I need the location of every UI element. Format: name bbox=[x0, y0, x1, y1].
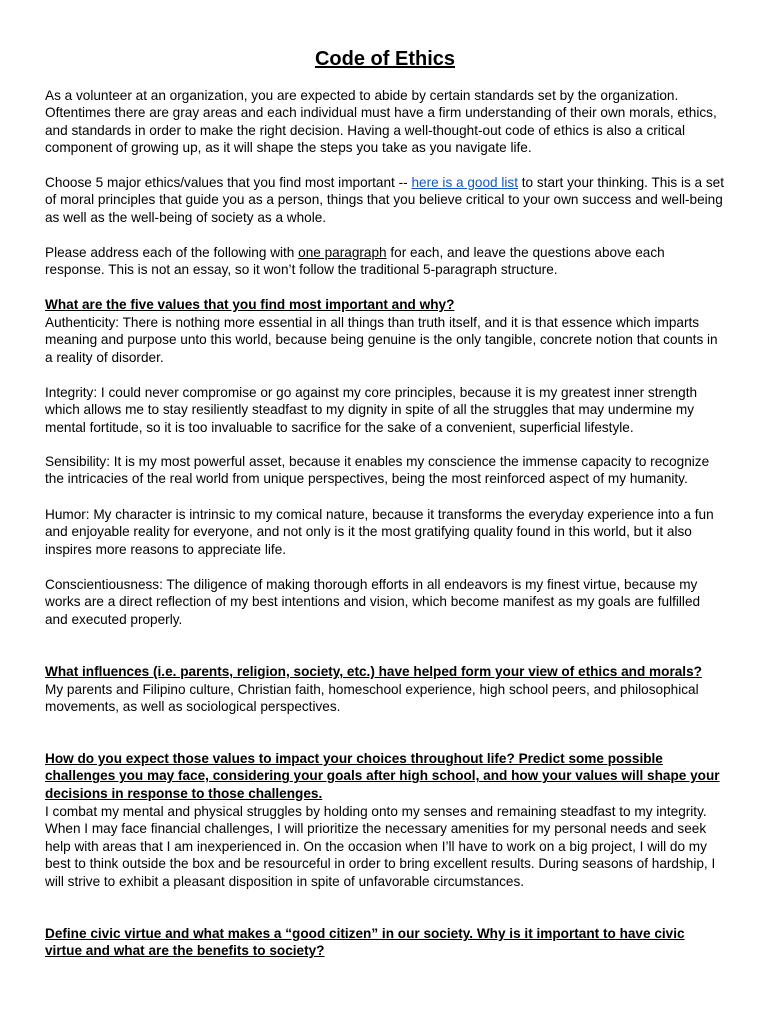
answer-integrity: Integrity: I could never compromise or go against my core principles, because it is my greatest inner strength which allows me to stay resiliently steadfast to my dignity in spite of all the struggles that may undermine my mental fortitude, so it is too invaluable to sacrifice for the sake of a convenient, superficial lifestyle. bbox=[45, 385, 698, 435]
choose-text-before: Choose 5 major ethics/values that you find most important -- bbox=[45, 175, 412, 190]
question-4: Define civic virtue and what makes a “good citizen” in our society. Why is it important to have civic virtue and what are the benefits to society? bbox=[45, 926, 685, 959]
question-1: What are the five values that you find most important and why? bbox=[45, 297, 455, 312]
question-2: What influences (i.e. parents, religion, society, etc.) have helped form your view of ethics and morals? bbox=[45, 664, 702, 679]
address-text-after: for each, and leave the questions above each response. This is not an essay, so it won’t follow the traditional 5-paragraph structure. bbox=[45, 245, 665, 278]
good-list-link[interactable]: here is a good list bbox=[411, 175, 518, 190]
page-title: Code of Ethics bbox=[314, 48, 455, 70]
answer-sensibility: Sensibility: It is my most powerful asset, because it enables my conscience the immense capacity to recognize the intricacies of the real world from unique perspectives, being the most reinforced aspect of my humanity. bbox=[45, 454, 710, 487]
choose-text-after: to start your thinking. This is a set of moral principles that guide you as a person, things that you believe critical to your own success and well-being as well as the well-being of society as a whole. bbox=[45, 175, 725, 225]
question-3: How do you expect those values to impact your choices throughout life? Predict some possible challenges you may face, considering your goals after high school, and how your values will shape your decisions in response to those challenges. bbox=[45, 751, 720, 801]
address-text-before: Please address each of the following with bbox=[45, 245, 299, 260]
intro-paragraph: As a volunteer at an organization, you are expected to abide by certain standards set by the organization. Oftentimes there are gray areas and each individual must have a firm understanding of their own morals, ethics, and standards in order to make the right decision. Having a well-thought-out code of ethics is also a critical component of growing up, as it will shape the steps you take as you navigate life. bbox=[45, 88, 717, 156]
answer-conscientiousness: Conscientiousness: The diligence of making thorough efforts in all endeavors is my finest virtue, because my works are a direct reflection of my best intentions and vision, which become manifest as my goals are fulfilled and executed properly. bbox=[45, 577, 701, 627]
answer-authenticity: Authenticity: There is nothing more essential in all things than truth itself, and it is that essence which imparts meaning and purpose unto this world, because being genuine is the only tangible, concrete notion that counts in a reality of disorder. bbox=[45, 315, 718, 365]
address-paragraph bbox=[45, 244, 725, 279]
answer-2: My parents and Filipino culture, Christian faith, homeschool experience, high school peers, and philosophical movements, as well as sociological perspectives. bbox=[45, 682, 699, 715]
answer-3: I combat my mental and physical struggles by holding onto my senses and remaining steadfast to my integrity. When I may face financial challenges, I will prioritize the necessary amenities for my personal needs and seek help with areas that I am inexperienced in. On the occasion when I’ll have to work on a big project, I will do my best to think outside the box and be resourceful in order to bring excellent results. During seasons of hardship, I will strive to exhibit a pleasant disposition in spite of unfavorable circumstances. bbox=[45, 804, 716, 889]
answer-humor: Humor: My character is intrinsic to my comical nature, because it transforms the everyday experience into a fun and enjoyable reality for everyone, and not only is it the most gratifying quality found in this world, but it also inspires more reasons to appreciate life. bbox=[45, 507, 714, 557]
choose-paragraph bbox=[45, 174, 725, 226]
one-paragraph-underlined: one paragraph bbox=[298, 245, 387, 260]
